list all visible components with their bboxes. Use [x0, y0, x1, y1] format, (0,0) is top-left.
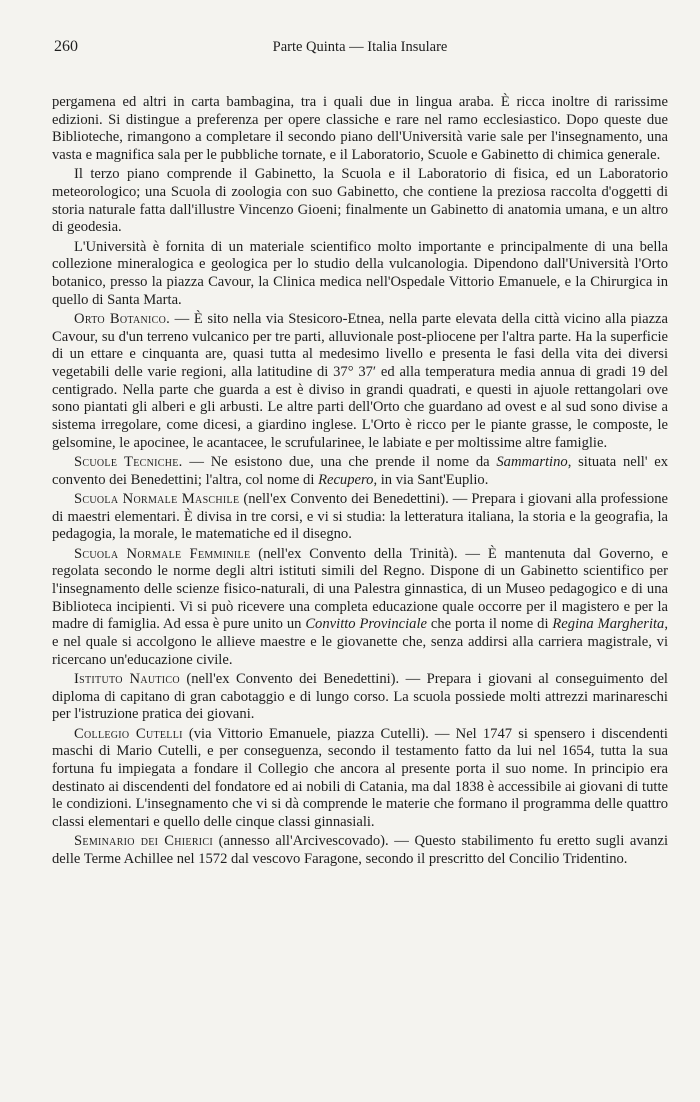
paragraph-third-floor [52, 166, 668, 237]
paragraph-text: (nell'ex Convento della Trinità). — È mantenuta dal Governo, e regolata secondo le norme degli altri istituti simili del Regno. Dispone di un Gabinetto scientifico per l'insegnamento delle scienze fisico-naturali, di una Palestra ginnastica, di un Museo pedagogico e di una Biblioteca incipienti. Vi si può ricevere una completa educazione quale occorre per il magistero e per la madre di famiglia. Ad essa è pure unito un [52, 545, 668, 633]
section-heading: Istituto Nautico [74, 671, 180, 687]
paragraph-scuola-normale-maschile [52, 491, 668, 544]
italic-name: Recupero [318, 471, 374, 488]
paragraph-text: (nell'ex Convento dei Benedettini). — Prepara i giovani al conseguimento del diploma di capitano di gran cabotaggio e di lungo corso. La scuola possiede molti attrezzi marinareschi per l'istruzione pratica dei giovani. [52, 671, 668, 723]
section-heading: Seminario dei Chierici [74, 833, 214, 850]
paragraph-text: Il terzo piano comprende il Gabinetto, la Scuola e il Laboratorio di fisica, ed un Laboratorio meteorologico; una Scuola di zoologia con suo Gabinetto, che contiene la preziosa raccolta d'oggetti di storia naturale fatta dall'illustre Vincenzo Gioeni; finalmente un Gabinetto di anatomia umana, e un altro di geodesia. [52, 166, 668, 236]
paragraph-text: (via Vittorio Emanuele, piazza Cutelli). — Nel 1747 si spensero i discendenti maschi di Mario Cutelli, e per conseguenza, secondo il testamento fatto da lui nel 1654, tutta la sua fortuna fu impiegata a fondare il Collegio che ancora al presente porta il suo nome. In principio era destinato ai discendenti del fondatore ed ai nobili di Catania, ma dal 1838 è accessibile ai giovani di tutte le condizioni. L'insegnamento che vi si dà comprende le materie che formano il programma delle quattro classi elementari e quello delle cinque classi ginnasiali. [52, 725, 668, 831]
paragraph-orto-botanico [52, 311, 668, 453]
section-heading: Orto Botanico. [74, 310, 171, 327]
section-heading: Collegio Cutelli [74, 725, 183, 742]
italic-name: Convitto Provinciale [305, 616, 428, 633]
page [52, 38, 668, 870]
paragraph-istituto-nautico [52, 671, 668, 724]
section-heading: Scuole Tecniche. [74, 454, 183, 471]
italic-name: Sammartino [496, 454, 568, 471]
italic-name: Regina Margherita [552, 616, 665, 633]
page-number: 260 [54, 38, 78, 55]
paragraph-scuola-normale-femminile [52, 546, 668, 670]
paragraph-text: (nell'ex Convento dei Benedettini). — Prepara i giovani alla professione di maestri elementari. È divisa in tre corsi, e vi si studia: la letteratura italiana, la storia e la geografia, la pedagogia, la morale, le matematiche ed il disegno. [52, 490, 668, 543]
paragraph-text: , situata nell' ex convento dei Benedettini; l'altra, col nome di [52, 454, 668, 488]
section-heading: Scuola Normale Maschile [74, 490, 240, 507]
paragraph-continuation [52, 94, 668, 165]
running-title: Parte Quinta — Italia Insulare [272, 39, 448, 55]
section-heading: Scuola Normale Femminile [74, 545, 251, 562]
paragraph-text: — Ne esistono due, una che prende il nome da [182, 454, 497, 471]
paragraph-text: , e nel quale si accolgono le allieve maestre e le giovanette che, senza addirsi alla carriera magistrale, vi ricercano un'educazione civile. [52, 616, 669, 668]
paragraph-text: (annesso all'Arcivescovado). — Questo stabilimento fu eretto sugli avanzi delle Terme Achillee nel 1572 dal vescovo Faragone, secondo il prescritto del Concilio Tridentino. [52, 833, 668, 868]
text-body [52, 94, 668, 869]
paragraph-text: L'Università è fornita di un materiale scientifico molto importante e principalmente di una bella collezione mineralogica e geologica per lo studio della vulcanologia. Dipendono dall'Università l'Orto botanico, presso la piazza Cavour, la Clinica medica nell'Ospedale Vittorio Emanuele, e la Chirurgica in quello di Santa Marta. [52, 238, 668, 308]
paragraph-text: — È sito nella via Stesicoro-Etnea, nella parte elevata della città vicino alla piazza Cavour, su d'un terreno vulcanico per tre parti, alluvionale post-pliocene per l'altra parte. Ha la superficie di un ettare e cinquanta are, quasi tutta al medesimo livello e presenta le fasi della vita dei diversi vegetabili delle varie regioni, alla latitudine di 37° 37′ ed alla temperatura media annua di gradi 19 del centigrado. Nella parte che guarda a est è diviso in grandi quadrati, e questi in ajuole rettangolari ove sono piantati gli alberi e gli arbusti. Le altre parti dell'Orto che guardano ad ovest e al sud sono divise a sistema irregolare, come dicesi, a giardino inglese. L'Orto è ricco per le piante grasse, le composte, le gelsomine, le apocinee, le acantacee, le scrufularinee, le labiate e per moltissime altre famiglie. [52, 310, 669, 451]
paragraph-seminario [52, 833, 668, 868]
paragraph-scuole-tecniche [52, 454, 668, 489]
paragraph-text: pergamena ed altri in carta bambagina, tra i quali due in lingua araba. È ricca inoltre di rarissime edizioni. Si distingue a preferenza per opere classiche e rare nel ramo ecclesiastico. Dopo queste due Biblioteche, rimangono a completare il secondo piano dell'Università varie sale per l'insegnamento, una vasta e magnifica sala per le pubbliche tornate, e il Laboratorio, Scuole e Gabinetto di chimica generale. [52, 94, 668, 164]
paragraph-university-materials [52, 239, 668, 310]
paragraph-text: , in via Sant'Euplio. [373, 471, 489, 488]
paragraph-text: che porta il nome di [427, 616, 553, 633]
paragraph-collegio-cutelli [52, 726, 668, 832]
running-header [52, 38, 668, 60]
